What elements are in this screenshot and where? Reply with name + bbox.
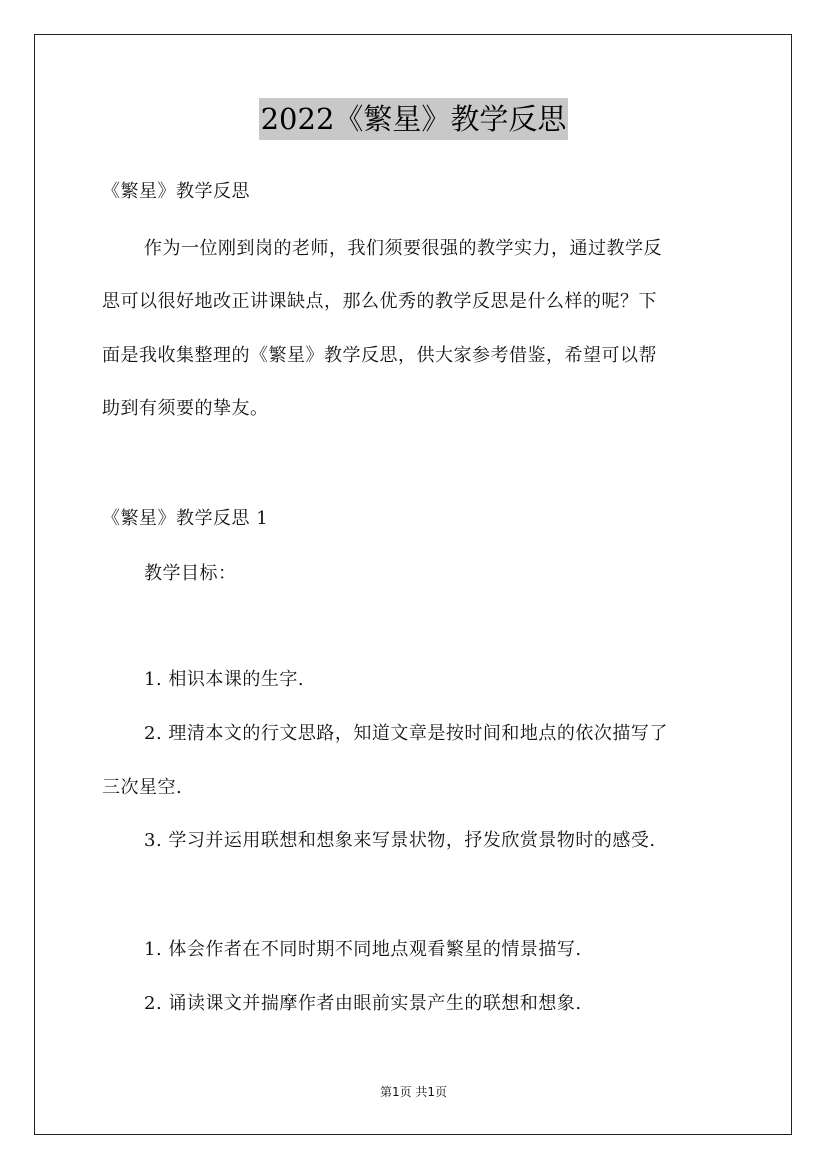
intro-line: 助到有须要的挚友。 (102, 398, 269, 419)
goal-item: 三次星空. (102, 777, 183, 798)
goal-item: 2. 理清本文的行文思路，知道文章是按时间和地点的依次描写了 (144, 723, 668, 744)
goal-item: 1. 相识本课的生字. (144, 669, 305, 690)
document-title: 2022《繁星》教学反思 (259, 98, 569, 140)
intro-line: 作为一位刚到岗的老师，我们须要很强的教学实力，通过教学反 (144, 238, 662, 259)
section-heading: 《繁星》教学反思 1 (102, 508, 269, 529)
page-footer: 第1页 共1页 (379, 1085, 448, 1099)
focus-item: 2. 诵读课文并揣摩作者由眼前实景产生的联想和想象. (144, 993, 582, 1014)
focus-item: 1. 体会作者在不同时期不同地点观看繁星的情景描写. (144, 939, 582, 960)
title-container (0, 98, 827, 140)
intro-line: 思可以很好地改正讲课缺点，那么优秀的教学反思是什么样的呢？下 (102, 291, 657, 312)
subtitle: 《繁星》教学反思 (102, 181, 250, 202)
intro-line: 面是我收集整理的《繁星》教学反思，供大家参考借鉴，希望可以帮 (102, 345, 657, 366)
goals-label: 教学目标： (144, 563, 237, 584)
goal-item: 3. 学习并运用联想和想象来写景状物，抒发欣赏景物时的感受. (144, 830, 656, 851)
